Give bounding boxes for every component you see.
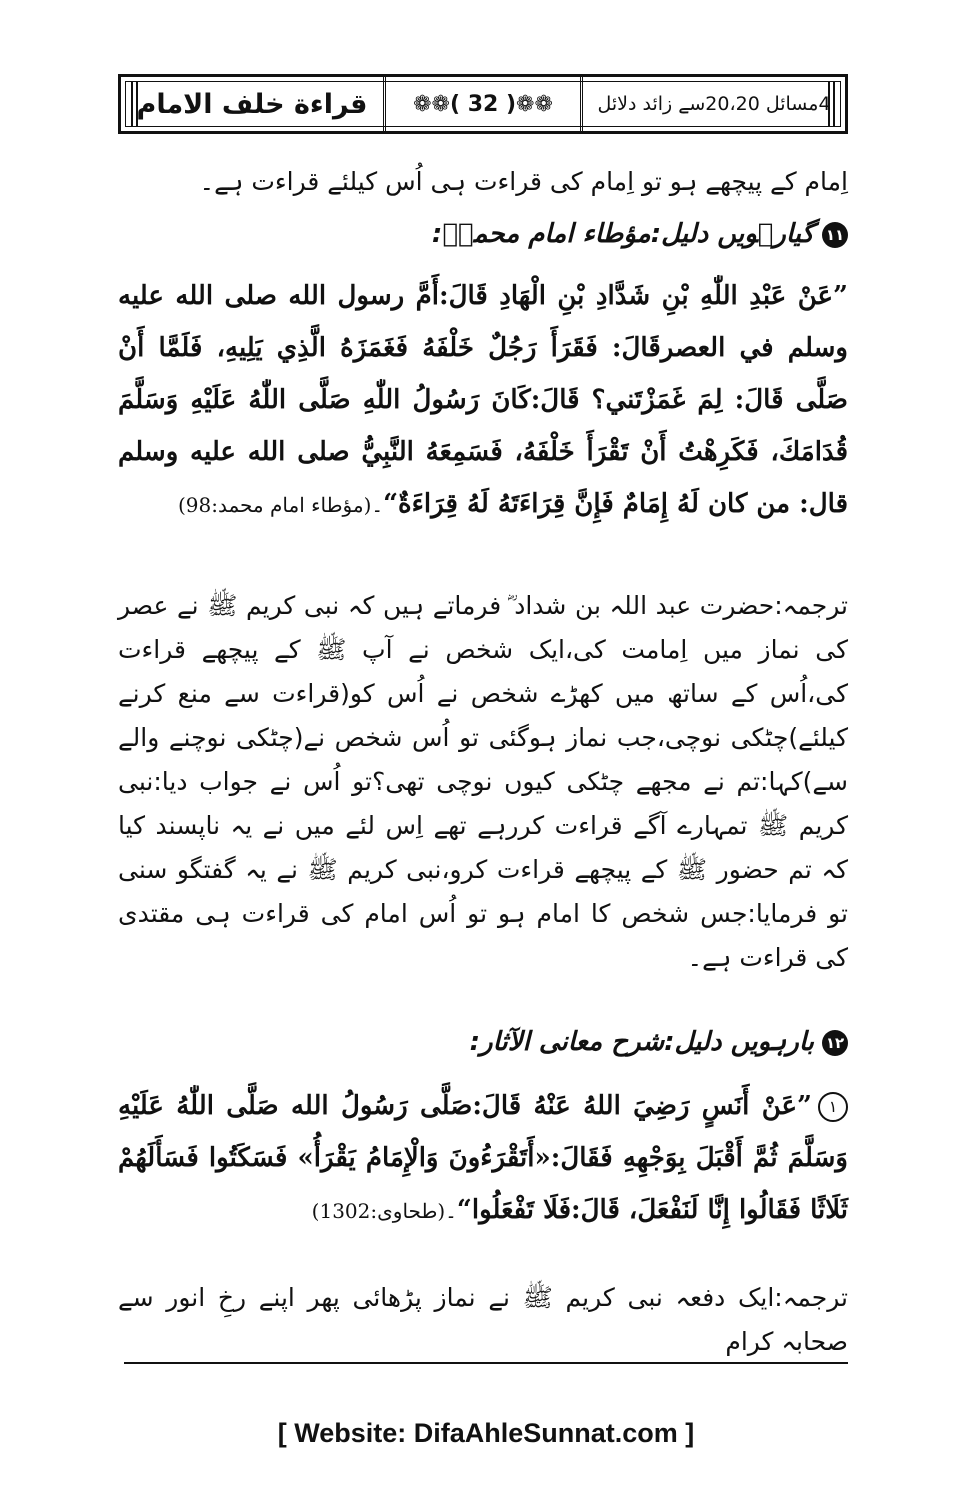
book-title: قراءة خلف الامام (121, 77, 383, 131)
section-11-arabic-text (118, 270, 848, 531)
page-number: ❁❁( 32 )❁❁ (383, 77, 583, 131)
intro-line: اِمام کے پیچھے ہو تو اِمام کی قراءت ہی اُس کیلئے قراءت ہے۔ (199, 167, 848, 196)
section-12-reference: ۔(طحاوی:1302) (311, 1199, 457, 1223)
section-11-heading (118, 214, 848, 254)
section-11-number: ۱۱ (822, 222, 848, 248)
section-11-reference: ۔(مؤطاء امام محمد:98) (177, 493, 384, 517)
section-11-title: گیارہویں دلیل:مؤطاء امام محمدؒ: (431, 219, 814, 249)
page-header (118, 74, 848, 134)
section-12-heading (118, 1022, 848, 1062)
section-12-arabic-text (118, 1080, 848, 1237)
website-footer: [ Website: DifaAhleSunnat.com ] (277, 1418, 695, 1448)
book-subtitle: 4مسائل 20،20سے زائد دلائل (583, 77, 845, 131)
section-11-hadith: ”عَنْ عَبْدِ اللّٰهِ بْنِ شَدَّادِ بْنِ الْهَادِ قَالَ:أَمَّ رسول الله صلى الله عليه وسلم في العصرقَالَ: فَقَرَأَ رَجُلٌ خَلْفَهُ فَغَمَزَهُ الَّذِي يَلِيهِ، فَلَمَّا أَنْ صَلَّى قَالَ: لِمَ غَمَزْتَني؟ قَالَ:كَانَ رَسُولُ اللّٰهِ صَلَّى اللّٰهُ عَلَيْهِ وَسَلَّمَ قُدَامَكَ، فَكَرِهْتُ أَنْ تَقْرَأَ خَلْفَهُ، فَسَمِعَهُ النَّبِيُّ صلى الله عليه وسلم قال: من كان لَهُ إِمَامٌ فَإِنَّ قِرَاءَتَهُ لَهُ قِرَاءَةٌ“ (118, 281, 848, 519)
section-11-translation: ترجمہ:حضرت عبد اللہ بن شداد ؓ فرماتے ہیں کہ نبی کریم ﷺ نے عصر کی نماز میں اِمامت کی،ایک شخص نے آپ ﷺ کے پیچھے قراءت کی،اُس کے ساتھ میں کھڑے شخص نے اُس کو(قراءت سے منع کرنے کیلئے)چٹکی نوچی،جب نماز ہوگئی تو اُس شخص نے(چٹکی نوچنے والے سے)کہا:تم نے مجھے چٹکی کیوں نوچی تھی؟تو اُس نے جواب دیا:نبی کریم ﷺ تمہارے آگے قراءت کررہے تھے اِس لئے میں نے یہ ناپسند کیا کہ تم حضور ﷺ کے پیچھے قراءت کرو،نبی کریم ﷺ نے یہ گفتگو سنی تو فرمایا:جس شخص کا امام ہو تو اُس امام کی قراءت ہی مقتدی کی قراءت ہے۔ (118, 591, 848, 972)
section-12-translation: ترجمہ:ایک دفعہ نبی کریم ﷺ نے نماز پڑھائی پھر اپنے رخِ انور سے صحابہ کرام (118, 1283, 848, 1356)
item-number: ١ (818, 1092, 848, 1122)
section-12-title: بارہویں دلیل:شرح معانی الآثار: (469, 1027, 814, 1057)
footer-divider (124, 1362, 848, 1364)
section-12-number: ۱۲ (822, 1030, 848, 1056)
section-12-hadith: ”عَنْ أَنَسٍ رَضِيَ اللهُ عَنْهُ قَالَ:صَلَّى رَسُولُ الله صَلَّى اللّٰهُ عَلَيْهِ وَسَلَّمَ ثُمَّ أَقْبَلَ بِوَجْهِهِ فَقَالَ:«أَتَقْرَءُونَ وَالْإِمَامُ يَقْرَأُ» فَسَكَتُوا فَسَأَلَهُمْ ثَلَاثًا فَقَالُوا إِنَّا لَنَفْعَلَ، قَالَ:فَلَا تَفْعَلُوا“ (118, 1091, 848, 1225)
